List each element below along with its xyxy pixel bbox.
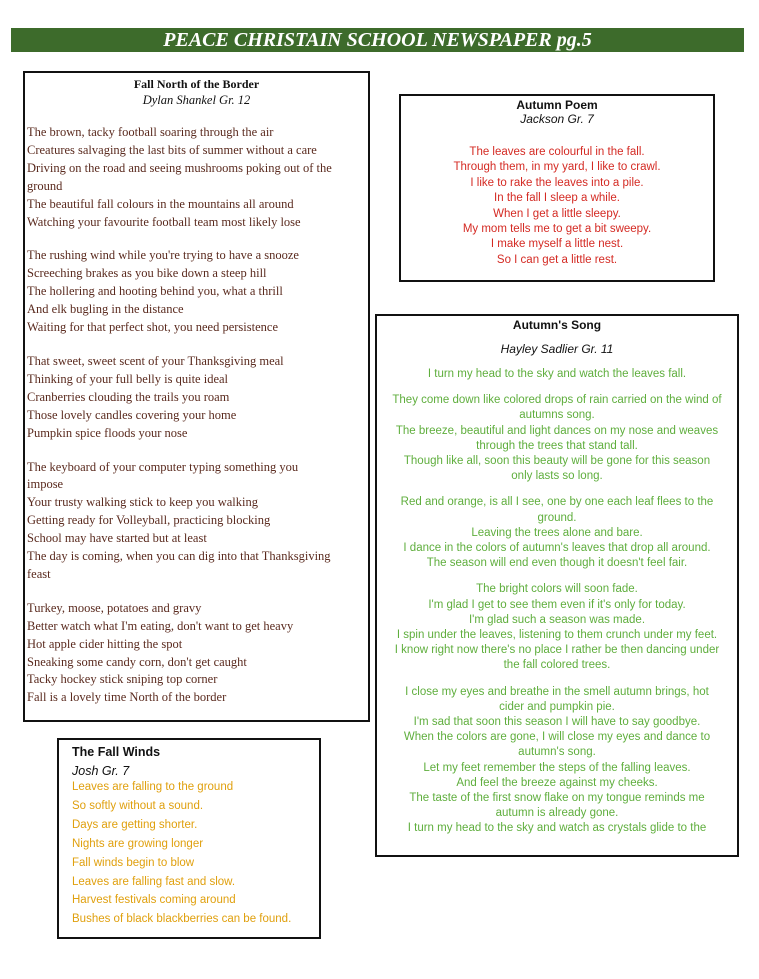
poem-line: I'm glad I get to see them even if it's only for today. — [428, 598, 686, 611]
poem-line: The leaves are colourful in the fall. — [469, 146, 645, 158]
poem-line: Getting ready for Volleyball, practicing blocking — [27, 513, 271, 528]
poem-title: Autumn Poem — [516, 98, 598, 112]
poem-line: Through them, in my yard, I like to crawl. — [453, 161, 661, 174]
poem-autumn-poem — [399, 94, 715, 282]
poem-line: ground. — [537, 511, 577, 524]
poem-line: Harvest festivals coming around — [72, 894, 236, 907]
poem-line: cider and pumpkin pie. — [499, 700, 615, 713]
poem-stanza — [377, 393, 737, 484]
poem-line: I like to rake the leaves into a pile. — [470, 176, 644, 189]
poem-stanza — [377, 367, 737, 382]
poem-line: Fall winds begin to blow — [72, 856, 195, 869]
poem-line: Waiting for that perfect shot, you need persistence — [27, 320, 278, 335]
poem-line: They come down like colored drops of rain carried on the wind of — [392, 394, 722, 407]
poem-author: Josh Gr. 7 — [72, 764, 130, 778]
poem-line: The brown, tacky football soaring through the air — [27, 125, 274, 139]
poem-line: I turn my head to the sky and watch the leaves fall. — [427, 368, 687, 380]
poem-line: Creatures salvaging the last bits of summer without a care — [27, 142, 317, 157]
poem-line: only lasts so long. — [511, 470, 603, 483]
poem-line: In the fall I sleep a while. — [494, 192, 620, 205]
poem-line: Watching your favourite football team most likely lose — [27, 214, 301, 229]
poem-the-fall-winds — [57, 738, 321, 939]
poem-line: That sweet, sweet scent of your Thanksgiving meal — [27, 353, 284, 368]
poem-body — [72, 778, 319, 929]
poem-title: Autumn's Song — [512, 318, 602, 332]
poem-line: Screeching brakes as you bike down a steep hill — [27, 266, 267, 281]
newspaper-header: PEACE CHRISTAIN SCHOOL NEWSPAPER pg.5 — [11, 28, 744, 52]
poem-line: Turkey, moose, potatoes and gravy — [27, 600, 202, 615]
poem-line: Days are getting shorter. — [72, 818, 198, 831]
poem-stanza — [377, 685, 737, 837]
poem-line: The day is coming, when you can dig into that Thanksgiving — [27, 549, 331, 564]
poem-line: The keyboard of your computer typing something you — [27, 459, 299, 474]
poem-line: I spin under the leaves, listening to them crunch under my feet. — [396, 629, 718, 642]
poem-line: Though like all, soon this beauty will be gone for this season — [403, 455, 711, 468]
poem-line: When I get a little sleepy. — [493, 207, 621, 220]
poem-line: Red and orange, is all I see, one by one each leaf flees to the — [400, 496, 714, 509]
poem-line: impose — [27, 477, 64, 492]
poem-line: The taste of the first snow flake on my tongue reminds me — [409, 792, 705, 805]
poem-line: Your trusty walking stick to keep you walking — [27, 495, 259, 510]
poem-author: Hayley Sadlier Gr. 11 — [500, 342, 614, 356]
poem-stanza — [25, 600, 368, 707]
poem-line: School may have started but at least — [27, 531, 207, 546]
poem-autumns-song — [375, 314, 739, 857]
poem-line: And feel the breeze against my cheeks. — [456, 776, 658, 789]
poem-line: My mom tells me to get a bit sweepy. — [462, 223, 652, 236]
poem-line: Leaves are falling fast and slow. — [72, 875, 236, 888]
poem-line: I'm sad that soon this season I will have to say goodbye. — [413, 716, 701, 729]
poem-line: through the trees that stand tall. — [476, 439, 638, 452]
poem-line: feast — [27, 566, 51, 581]
poem-line: Cranberries clouding the trails you roam — [27, 389, 230, 404]
poem-stanza — [377, 495, 737, 571]
poem-line: The hollering and hooting behind you, what a thrill — [27, 284, 283, 299]
poem-line: Thinking of your full belly is quite ideal — [27, 371, 229, 386]
poem-line: So softly without a sound. — [72, 799, 204, 812]
poem-line: autumn's song. — [518, 746, 596, 759]
poem-line: I make myself a little nest. — [490, 238, 624, 251]
poem-line: Pumpkin spice floods your nose — [27, 425, 188, 440]
poem-line: When the colors are gone, I will close my eyes and dance to — [403, 731, 711, 744]
poem-line: The beautiful fall colours in the mountains all around — [27, 196, 294, 211]
poem-line: I know right now there's no place I rather be then dancing under — [394, 644, 720, 657]
poem-line: Tacky hockey stick sniping top corner — [27, 672, 218, 687]
poem-stanza — [25, 247, 368, 337]
poem-line: Nights are growing longer — [72, 837, 204, 850]
poem-body — [377, 367, 737, 837]
poem-line: Let my feet remember the steps of the falling leaves. — [423, 761, 691, 774]
poem-line: And elk bugling in the distance — [27, 302, 184, 317]
poem-body — [401, 145, 713, 268]
poem-line: Those lovely candles covering your home — [27, 407, 237, 422]
poem-line: I close my eyes and breathe in the smell autumn brings, hot — [405, 685, 709, 698]
poem-line: ground — [27, 178, 63, 193]
poem-stanza — [377, 582, 737, 673]
poem-line: Leaving the trees alone and bare. — [471, 526, 643, 539]
poem-line: So I can get a little rest. — [496, 253, 618, 266]
poem-fall-north-of-the-border — [23, 71, 370, 722]
poem-line: Fall is a lovely time North of the border — [27, 690, 227, 705]
poem-title: The Fall Winds — [72, 745, 161, 759]
poem-line: autumn is already gone. — [495, 807, 619, 820]
poem-stanza — [25, 124, 368, 231]
poem-line: I turn my head to the sky and watch as crystals glide to the — [407, 822, 707, 835]
poem-line: autumns song. — [519, 409, 595, 422]
poem-body — [25, 124, 368, 707]
poem-line: I dance in the colors of autumn's leaves that drop all around. — [403, 542, 711, 555]
poem-line: Bushes of black blackberries can be found. — [72, 913, 292, 926]
poem-line: Leaves are falling to the ground — [72, 781, 234, 793]
poem-stanza — [25, 353, 368, 443]
poem-line: Better watch what I'm eating, don't want to get heavy — [27, 618, 294, 633]
poem-author: Jackson Gr. 7 — [520, 112, 594, 126]
poem-stanza — [25, 459, 368, 584]
poem-line: Sneaking some candy corn, don't get caught — [27, 654, 247, 669]
poem-line: The rushing wind while you're trying to have a snooze — [27, 248, 299, 263]
poem-line: the fall colored trees. — [503, 659, 611, 672]
poem-line: The season will end even though it doesn't feel fair. — [426, 557, 688, 570]
poem-line: I'm glad such a season was made. — [468, 613, 646, 626]
poem-author: Dylan Shankel Gr. 12 — [142, 93, 251, 107]
poem-line: Hot apple cider hitting the spot — [27, 636, 183, 651]
poem-line: Driving on the road and seeing mushrooms poking out of the — [27, 160, 332, 175]
poem-title: Fall North of the Border — [133, 77, 260, 91]
poem-line: The bright colors will soon fade. — [476, 583, 638, 596]
poem-line: The breeze, beautiful and light dances on my nose and weaves — [395, 424, 719, 437]
